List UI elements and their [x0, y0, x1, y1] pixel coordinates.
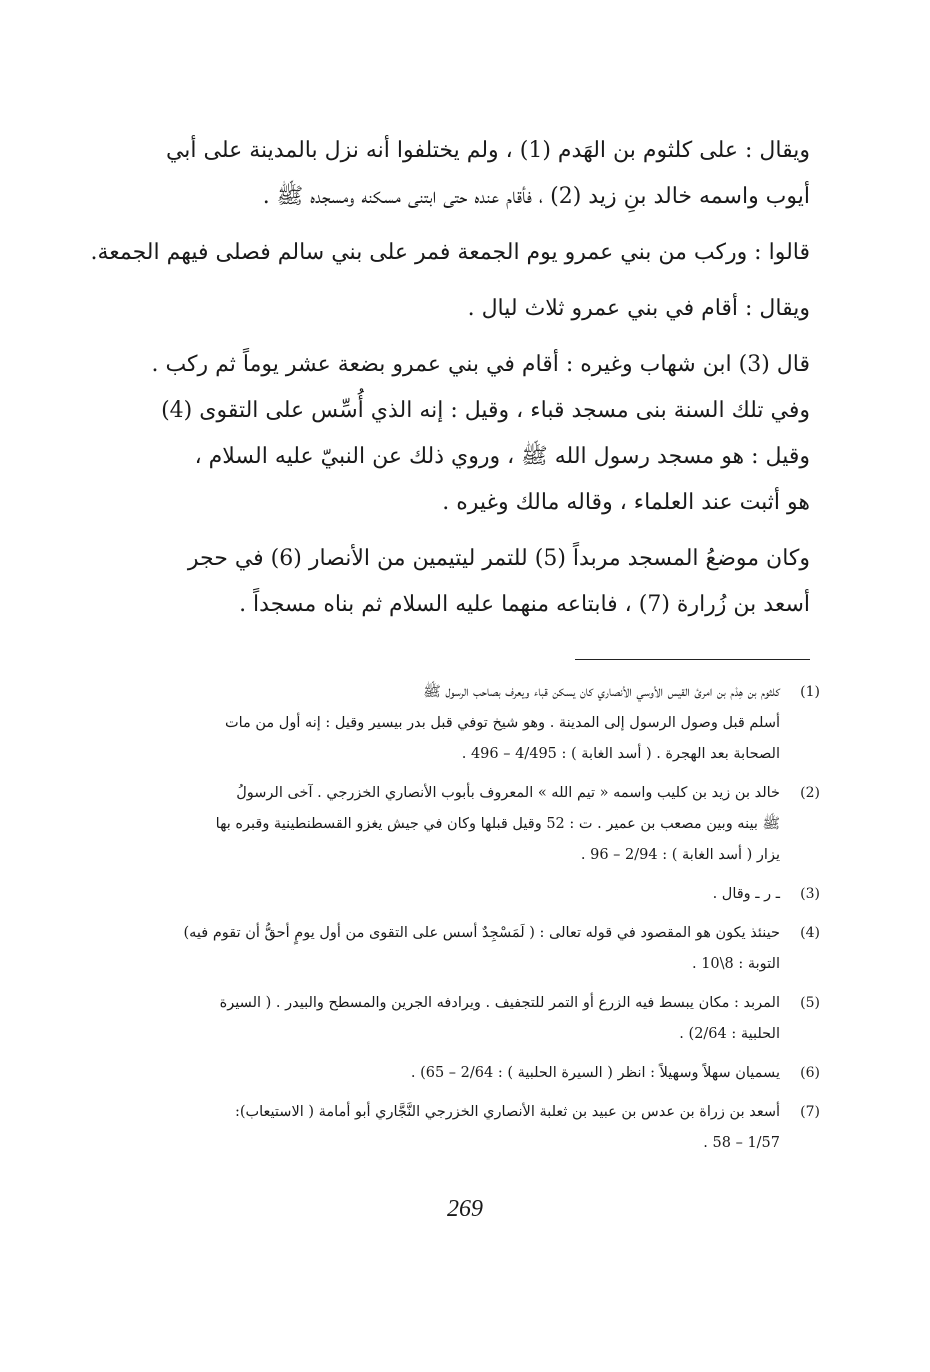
- footnote-number: (7): [800, 1104, 820, 1120]
- footnote-divider: [575, 659, 810, 660]
- text-line: قالوا : وركب من بني عمرو يوم الجمعة فمر على بني سالم فصلى فيهم الجمعة.: [90, 240, 810, 265]
- footnote: [140, 677, 820, 770]
- paragraph: [140, 128, 810, 220]
- footnote-line: خالد بن زيد بن كليب واسمه « تيم الله » المعروف بأبوب الأنصاري الخزرجي . آخى الرسولُ: [236, 785, 780, 801]
- text-line: أسعد بن زُرارة (7) ، فابتاعه منهما عليه السلام ثم بناه مسجداً .: [239, 592, 810, 617]
- footnote-line: حينئذ يكون هو المقصود في قوله تعالى : ( لَمَسْجِدٌ أسس على التقوى من أول يومٍ أحقُّ أن تقوم فيه): [183, 925, 780, 941]
- paragraph: [90, 230, 810, 276]
- footnote: [140, 778, 820, 871]
- footnote-line: التوبة : 8\10 .: [691, 956, 780, 972]
- footnote: [140, 1097, 820, 1159]
- footnote-line: كلثوم بن هِدْم بن امرئ القيس الأوسي الأنصاري كان يسكن قباء ويعرف بصاحب الرسول ﷺ: [423, 684, 780, 700]
- paragraph: [140, 342, 810, 526]
- footnote: [140, 918, 820, 980]
- page-number: 269: [447, 1196, 483, 1222]
- footnote-line: 1/57 – 58 .: [703, 1135, 780, 1151]
- main-text: [90, 128, 810, 628]
- paragraph: [140, 536, 810, 628]
- footnote-line: ﷺ بينه وبين مصعب بن عمير . ت : 52 وقيل قبلها وكان في جيش يغزو القسطنطينية وقبره بها: [215, 816, 780, 832]
- text-line: هو أثبت عند العلماء ، وقاله مالك وغيره .: [442, 490, 810, 515]
- footnote-line: أسلم قبل وصول الرسول إلى المدينة . وهو شيخ توفي قبل بدر بيسير وقيل : إنه أول من مات: [224, 715, 780, 731]
- footnote: [140, 879, 820, 910]
- footnote: [140, 1058, 820, 1089]
- footnote-line: أسعد بن زراة بن عدس بن عبيد بن ثعلبة الأنصاري الخزرجي النَّجَّاري أبو أمامة ( الاستيعاب):: [234, 1104, 780, 1120]
- footnotes: [140, 677, 820, 1167]
- footnote-line: يزار ( أسد الغابة ) : 2/94 – 96 .: [580, 847, 780, 863]
- footnote-number: (2): [800, 785, 820, 801]
- footnote-number: (1): [800, 684, 820, 700]
- text-line: أيوب واسمه خالد بنِ زيد (2) ، فأقام عنده حتى ابتنى مسكنه ومسجده ﷺ .: [262, 184, 810, 209]
- footnote-number: (4): [800, 925, 820, 941]
- footnote-line: الصحابة بعد الهجرة . ( أسد الغابة ) : 4/495 – 496 .: [461, 746, 780, 762]
- text-line: وكان موضعُ المسجد مربداً (5) للتمر ليتيمين من الأنصار (6) في حجر: [187, 546, 810, 571]
- paragraph: [140, 286, 810, 332]
- footnote-line: ـ ر ـ وقال .: [712, 886, 780, 902]
- footnote-number: (5): [800, 995, 820, 1011]
- footnote: [140, 988, 820, 1050]
- text-line: ويقال : على كلثوم بن الهَدم (1) ، ولم يختلفوا أنه نزل بالمدينة على أبي: [165, 138, 810, 163]
- footnote-line: الحلبية : 2/64) .: [679, 1026, 780, 1042]
- text-line: ويقال : أقام في بني عمرو ثلاث ليال .: [467, 296, 810, 321]
- text-line: قال (3) ابن شهاب وغيره : أقام في بني عمرو بضعة عشر يوماً ثم ركب .: [151, 352, 810, 377]
- footnote-number: (3): [800, 886, 820, 902]
- text-line: وقيل : هو مسجد رسول الله ﷺ ، وروي ذلك عن النبيّ عليه السلام ،: [194, 444, 810, 469]
- footnote-line: المربد : مكان يبسط فيه الزرع أو التمر للتجفيف . ويرادفه الجرين والمسطح والبيدر . ( السيرة: [219, 995, 780, 1011]
- footnote-line: يسميان سهلاً وسهيلاً : انظر ( السيرة الحلبية ) : 2/64 – 65) .: [410, 1065, 780, 1081]
- footnote-number: (6): [800, 1065, 820, 1081]
- text-line: وفي تلك السنة بنى مسجد قباء ، وقيل : إنه الذي أُسِّس على التقوى (4): [161, 398, 810, 423]
